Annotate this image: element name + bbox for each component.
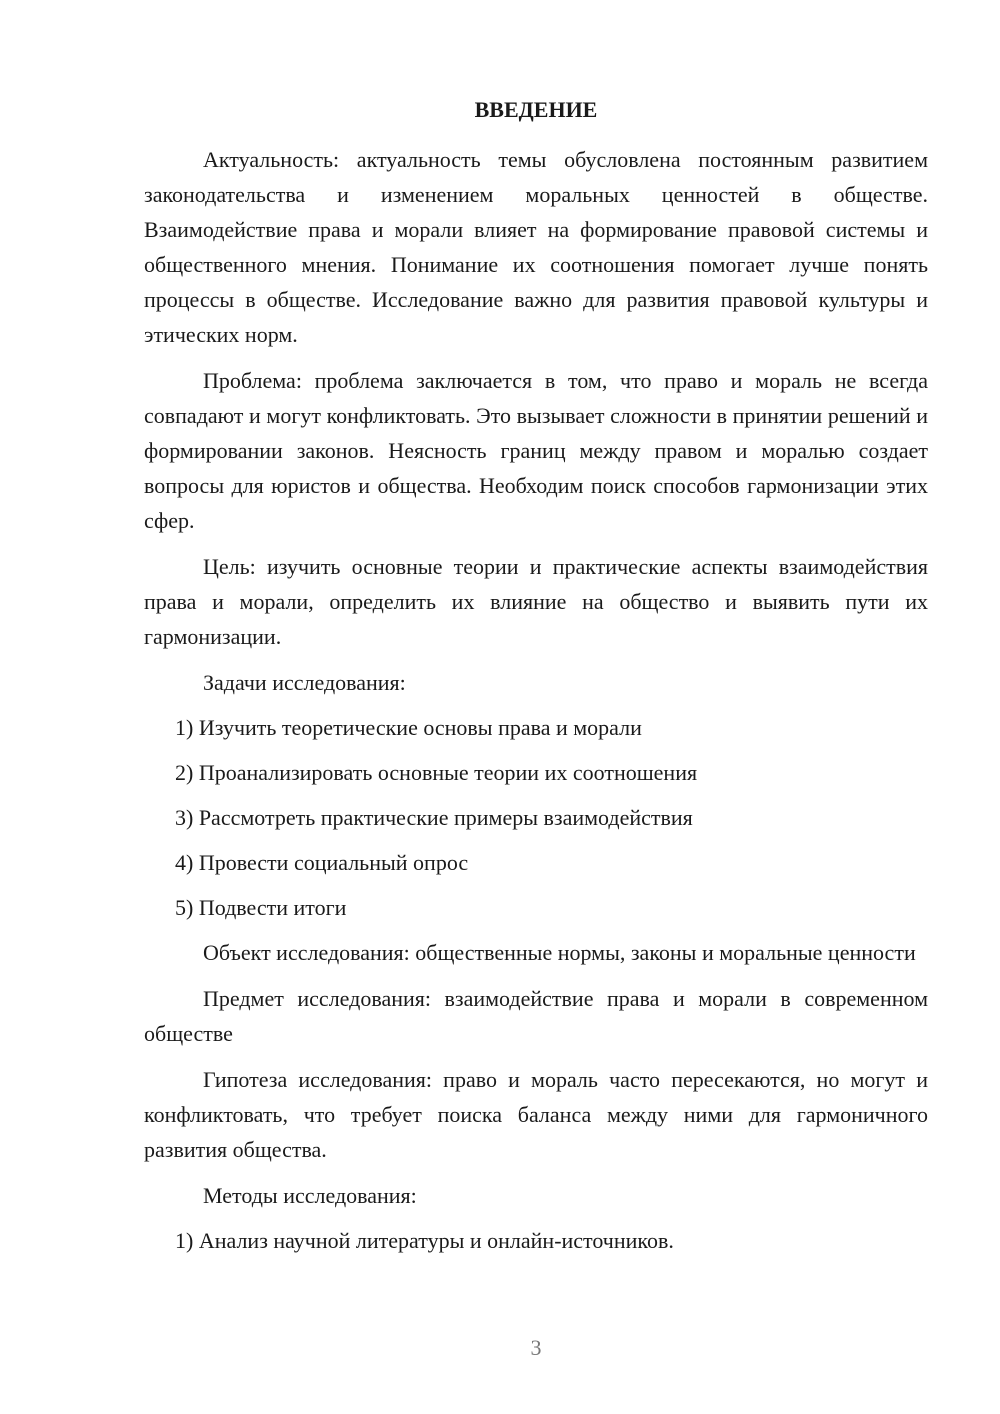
goal-paragraph: Цель: изучить основные теории и практические аспекты взаимодействия права и морали, определить их влияние на общество и выявить пути их гармонизации. <box>144 554 928 649</box>
subject-paragraph: Предмет исследования: взаимодействие права и морали в современном обществе <box>144 986 928 1046</box>
task-item: 4) Провести социальный опрос <box>175 850 469 875</box>
section-heading: ВВЕДЕНИЕ <box>474 97 598 122</box>
method-item: 1) Анализ научной литературы и онлайн-источников. <box>175 1228 674 1253</box>
relevance-paragraph: Актуальность: актуальность темы обусловлена постоянным развитием законодательства и изменением моральных ценностей в обществе. Взаимодействие права и морали влияет на формирование правовой системы и общественного мнения. Понимание их соотношения помогает лучше понять процессы в обществе. Исследование важно для развития правовой культуры и этических норм. <box>144 147 928 347</box>
document-page <box>144 95 928 1268</box>
methods-label: Методы исследования: <box>203 1183 417 1208</box>
task-item: 5) Подвести итоги <box>175 895 347 920</box>
task-item: 1) Изучить теоретические основы права и морали <box>175 715 642 740</box>
hypothesis-paragraph: Гипотеза исследования: право и мораль часто пересекаются, но могут и конфликтовать, что требует поиска баланса между ними для гармоничного развития общества. <box>144 1067 928 1162</box>
task-item: 3) Рассмотреть практические примеры взаимодействия <box>175 805 693 830</box>
tasks-label: Задачи исследования: <box>203 670 406 695</box>
page-number: 3 <box>530 1335 542 1360</box>
problem-paragraph: Проблема: проблема заключается в том, что право и мораль не всегда совпадают и могут конфликтовать. Это вызывает сложности в принятии решений и формировании законов. Неясность границ между правом и моралью создает вопросы для юристов и общества. Необходим поиск способов гармонизации этих сфер. <box>144 368 928 533</box>
object-paragraph: Объект исследования: общественные нормы, законы и моральные ценности <box>203 940 916 965</box>
task-item: 2) Проанализировать основные теории их соотношения <box>175 760 698 785</box>
